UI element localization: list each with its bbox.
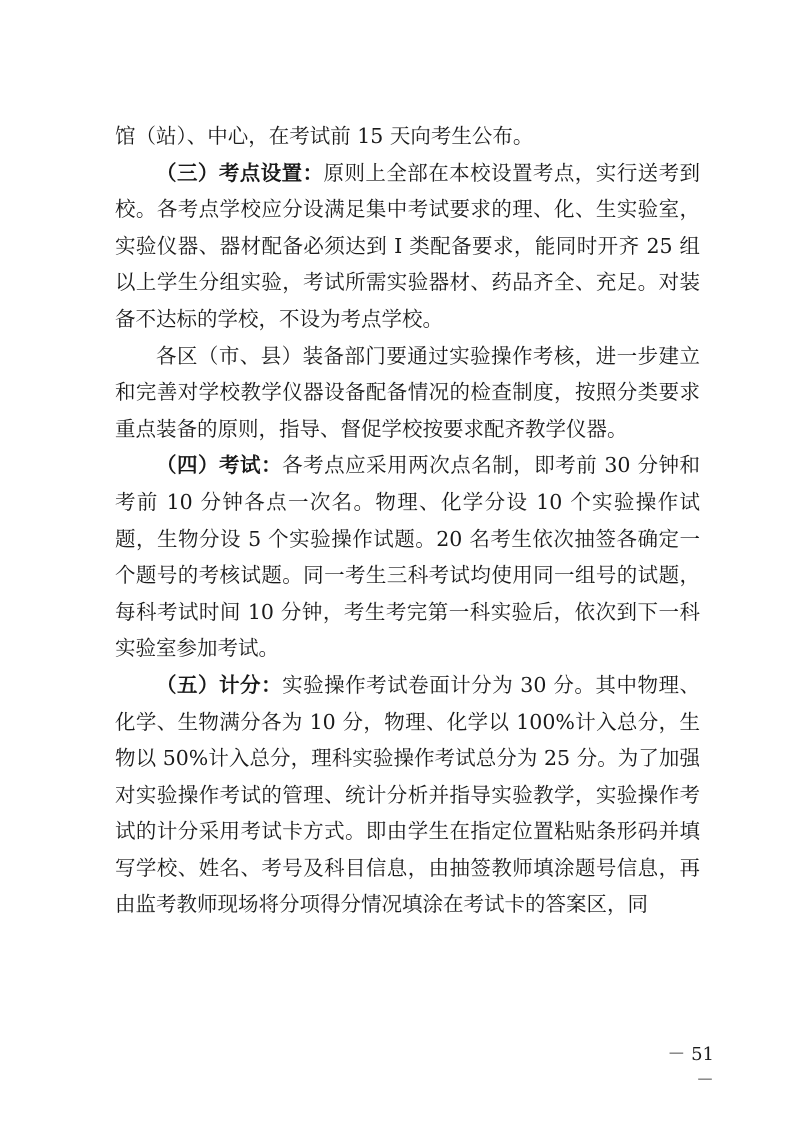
page-number: － 51 －	[667, 1044, 714, 1091]
section-heading-exam-sites: （三）考点设置：	[156, 160, 324, 185]
paragraph-text: 各考点应采用两次点名制，即考前 30 分钟和考前 10 分钟各点一次名。物理、化学分设 10 个实验操作试题，生物分设 5 个实验操作试题。20 名考生依次抽签各确定一个题号的考核试题。同一考生三科考试均使用同一组号的试题，每科考试时间 10 分钟，考生考完第一科实验后，依次到下一科实验室参加考试。	[115, 453, 700, 661]
document-body	[115, 118, 700, 923]
paragraph-continuation	[115, 118, 700, 155]
paragraph-text: 实验操作考试卷面计分为 30 分。其中物理、化学、生物满分各为 10 分，物理、化学以 100%计入总分，生物以 50%计入总分，理科实验操作考试总分为 25 分。为了加强对实验操作考试的管理、统计分析并指导实验教学，实验操作考试的计分采用考试卡方式。即由学生在指定位置粘贴条形码并填写学校、姓名、考号及科目信息，由抽签教师填涂题号信息，再由监考教师现场将分项得分情况填涂在考试卡的答案区，同	[115, 672, 700, 917]
paragraph-text: 原则上全部在本校设置考点，实行送考到校。各考点学校应分设满足集中考试要求的理、化、生实验室，实验仪器、器材配备必须达到 I 类配备要求，能同时开齐 25 组以上学生分组实验，考试所需实验器材、药品齐全、充足。对装备不达标的学校，不设为考点学校。	[115, 160, 701, 331]
paragraph-scoring	[115, 667, 700, 923]
paragraph-text: 馆（站）、中心，在考试前 15 天向考生公布。	[115, 124, 534, 148]
paragraph-exam-site-setup	[115, 155, 700, 338]
section-heading-exam: （四）考试：	[156, 453, 283, 478]
section-heading-scoring: （五）计分：	[156, 672, 283, 697]
paragraph-text: 各区（市、县）装备部门要通过实验操作考核，进一步建立和完善对学校教学仪器设备配备情况的检查制度，按照分类要求重点装备的原则，指导、督促学校按要求配齐教学仪器。	[115, 343, 700, 441]
paragraph-exam	[115, 447, 700, 667]
paragraph-equipment-departments	[115, 338, 700, 448]
